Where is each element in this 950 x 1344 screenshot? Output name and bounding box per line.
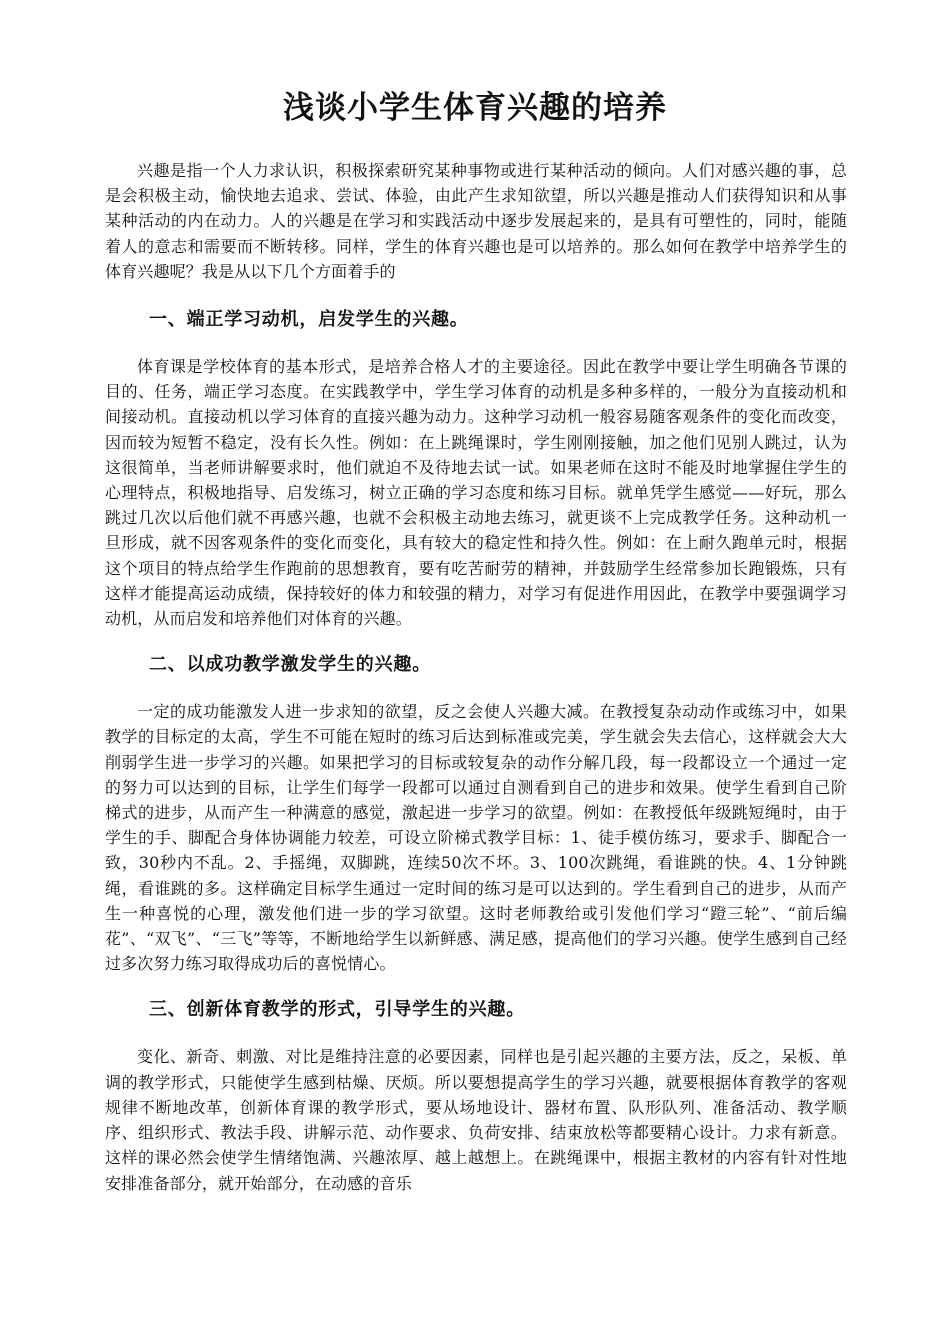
document-body xyxy=(105,158,847,1196)
section-2-paragraph: 一定的成功能激发人进一步求知的欲望，反之会使人兴趣大减。在教授复杂动动作或练习中，如果教学的目标定的太高，学生不可能在短时的练习后达到标准或完美，学生就会失去信心，这样就会大大削弱学生进一步学习的兴趣。如果把学习的目标或较复杂的动作分解几段，每一段都设立一个通过一定的努力可以达到的目标，让学生们每学一段都可以通过自测看到自己的进步和效果。使学生看到自己阶梯式的进步，从而产生一种满意的感觉，激起进一步学习的欲望。例如：在教授低年级跳短绳时，由于学生的手、脚配合身体协调能力较差，可设立阶梯式教学目标：1、徒手模仿练习，要求手、脚配合一致，30秒内不乱。2、手摇绳，双脚跳，连续50次不坏。3、100次跳绳，看谁跳的快。4、1分钟跳绳，看谁跳的多。这样确定目标学生通过一定时间的练习是可以达到的。学生看到自己的进步，从而产生一种喜悦的心理，激发他们进一步的学习欲望。这时老师教给或引发他们学习“蹬三轮”、“前后编花”、“双飞”、“三飞”等等，不断地给学生以新鲜感、满足感，提高他们的学习兴趣。使学生感到自己经过多次努力练习取得成功后的喜悦情心。 xyxy=(105,702,847,974)
intro-paragraph: 兴趣是指一个人力求认识，积极探索研究某种事物或进行某种活动的倾向。人们对感兴趣的事，总是会积极主动，愉快地去追求、尝试、体验，由此产生求知欲望，所以兴趣是推动人们获得知识和从事某种活动的内在动力。人的兴趣是在学习和实践活动中逐步发展起来的，是具有可塑性的，同时，能随着人的意志和需要而不断转移。同样，学生的体育兴趣也是可以培养的。那么如何在教学中培养学生的体育兴趣呢？我是从以下几个方面着手的 xyxy=(105,161,847,281)
section-2-heading: 二、以成功教学激发学生的兴趣。 xyxy=(149,654,431,676)
section-3-heading: 三、创新体育教学的形式，引导学生的兴趣。 xyxy=(149,999,525,1021)
section-3-paragraph: 变化、新奇、刺激、对比是维持注意的必要因素，同样也是引起兴趣的主要方法，反之，呆板、单调的教学形式，只能使学生感到枯燥、厌烦。所以要想提高学生的学习兴趣，就要根据体育教学的客观规律不断地改革，创新体育课的教学形式，要从场地设计、器材布置、队形队列、准备活动、教学顺序、组织形式、教法手段、讲解示范、动作要求、负荷安排、结束放松等都要精心设计。力求有新意。这样的课必然会使学生情绪饱满、兴趣浓厚、越上越想上。在跳绳课中，根据主教材的内容有针对性地安排准备部分，就开始部分，在动感的音乐 xyxy=(105,1047,847,1193)
document-title: 浅谈小学生体育兴趣的培养 xyxy=(283,90,667,126)
section-1-heading: 一、端正学习动机，启发学生的兴趣。 xyxy=(149,309,469,331)
section-1-paragraph: 体育课是学校体育的基本形式，是培养合格人才的主要途径。因此在教学中要让学生明确各节课的目的、任务，端正学习态度。在实践教学中，学生学习体育的动机是多种多样的，一般分为直接动机和间接动机。直接动机以学习体育的直接兴趣为动力。这种学习动机一般容易随客观条件的变化而改变，因而较为短暂不稳定，没有长久性。例如：在上跳绳课时，学生刚刚接触，加之他们见别人跳过，认为这很简单，当老师讲解要求时，他们就迫不及待地去试一试。如果老师在这时不能及时地掌握住学生的心理特点，积极地指导、启发练习，树立正确的学习态度和练习目标。就单凭学生感觉——好玩，那么跳过几次以后他们就不再感兴趣，也就不会积极主动地去练习，就更谈不上完成教学任务。这种动机一旦形成，就不因客观条件的变化而变化，具有较大的稳定性和持久性。例如：在上耐久跑单元时，根据这个项目的特点给学生作跑前的思想教育，要有吃苦耐劳的精神，并鼓励学生经常参加长跑锻炼，只有这样才能提高运动成绩，保持较好的体力和较强的精力，对学习有促进作用因此，在教学中要强调学习动机，从而启发和培养他们对体育的兴趣。 xyxy=(105,357,847,629)
